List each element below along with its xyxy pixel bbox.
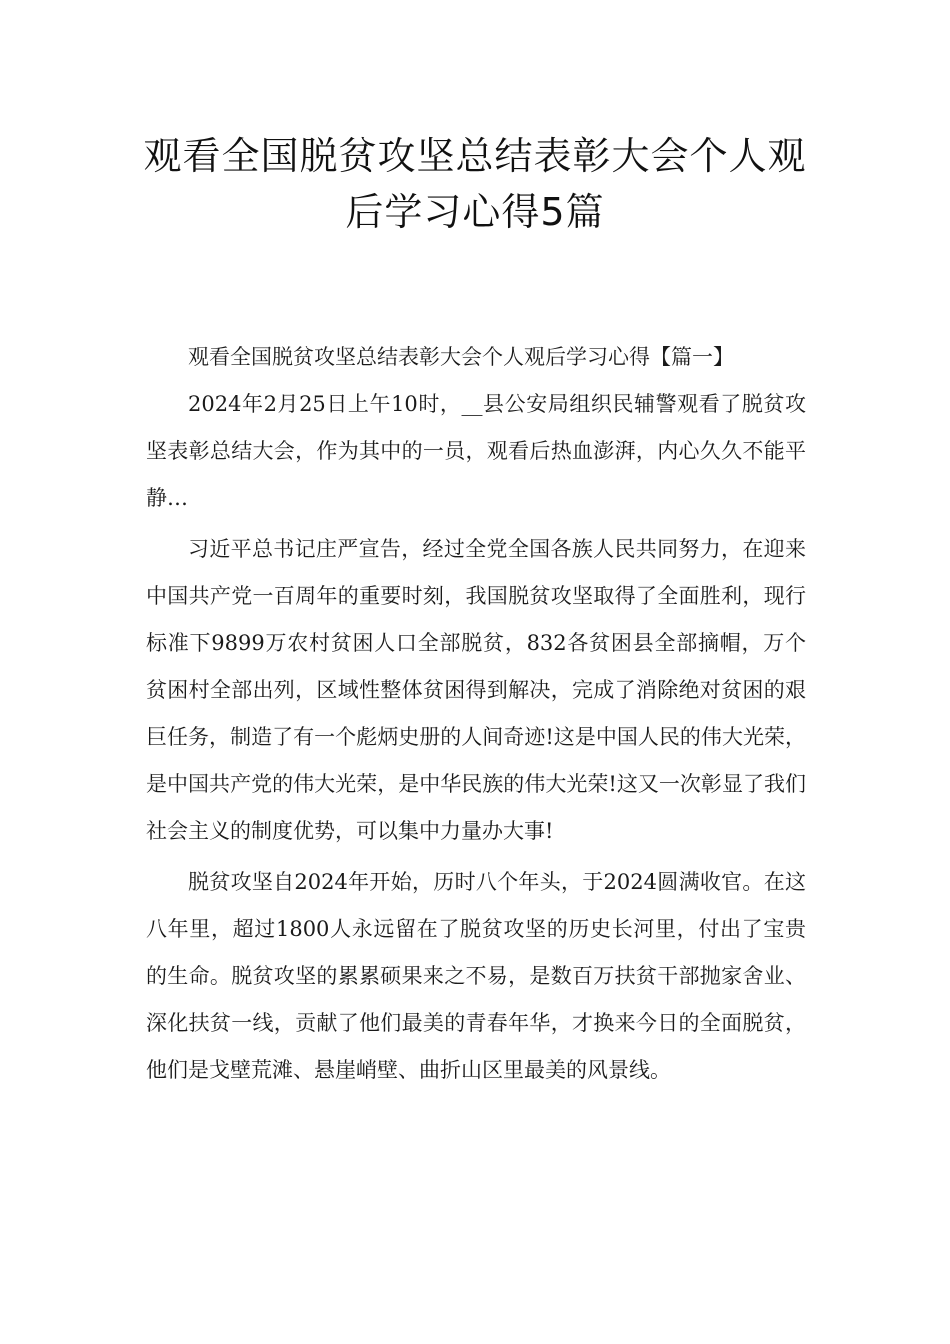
paragraph-1: 2024年2月25日上午10时，__县公安局组织民辅警观看了脱贫攻坚表彰总结大会，作为其中的一员，观看后热血澎湃，内心久久不能平静… [146, 392, 806, 510]
paragraph-3: 脱贫攻坚自2024年开始，历时八个年头，于2024圆满收官。在这八年里，超过1800人永远留在了脱贫攻坚的历史长河里，付出了宝贵的生命。脱贫攻坚的累累硕果来之不易，是数百万扶贫干部抛家舍业、深化扶贫一线，贡献了他们最美的青春年华，才换来今日的全面脱贫，他们是戈壁荒滩、悬崖峭壁、曲折山区里最美的风景线。 [146, 870, 806, 1082]
section-heading: 观看全国脱贫攻坚总结表彰大会个人观后学习心得【篇一】 [188, 345, 734, 369]
title-line-1: 观看全国脱贫攻坚总结表彰大会个人观 [143, 134, 807, 178]
title-line-2: 后学习心得5篇 [345, 190, 605, 234]
paragraph-2: 习近平总书记庄严宣告，经过全党全国各族人民共同努力，在迎来中国共产党一百周年的重要时刻，我国脱贫攻坚取得了全面胜利，现行标准下9899万农村贫困人口全部脱贫，832各贫困县全部摘帽，万个贫困村全部出列，区域性整体贫困得到解决，完成了消除绝对贫困的艰巨任务，制造了有一个彪炳史册的人间奇迹!这是中国人民的伟大光荣，是中国共产党的伟大光荣，是中华民族的伟大光荣!这又一次彰显了我们社会主义的制度优势，可以集中力量办大事! [146, 537, 806, 843]
document-body [146, 334, 806, 1094]
document-title [120, 128, 830, 240]
